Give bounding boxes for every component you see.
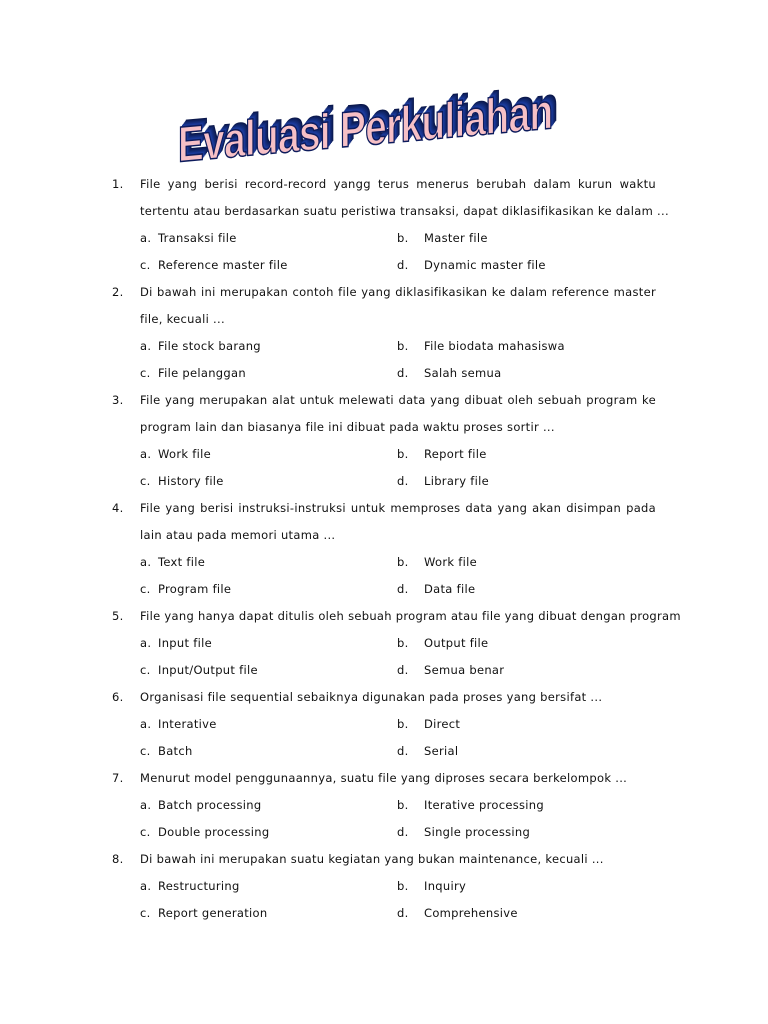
question-item: [112, 603, 681, 684]
answer-option[interactable]: [397, 900, 656, 927]
answer-options: [140, 441, 656, 495]
answer-option[interactable]: [397, 576, 656, 603]
question-number: 4.: [112, 501, 124, 515]
option-text: Report generation: [158, 906, 268, 920]
answer-option[interactable]: [140, 900, 397, 927]
question-item: [112, 171, 669, 279]
option-text: Program file: [158, 582, 232, 596]
question-item: [112, 846, 656, 927]
answer-options: [140, 549, 656, 603]
answer-option[interactable]: [140, 738, 397, 765]
option-letter: b.: [397, 231, 409, 245]
option-text: Dynamic master file: [424, 258, 546, 272]
question-text: tertentu atau berdasarkan suatu peristiwa transaksi, dapat diklasifikasikan ke dalam ...: [140, 204, 669, 218]
answer-option[interactable]: [140, 576, 397, 603]
answer-option[interactable]: [140, 657, 397, 684]
option-letter: b.: [397, 879, 409, 893]
question-item: [112, 765, 656, 846]
option-letter: d.: [397, 258, 409, 272]
option-letter: c.: [140, 825, 151, 839]
answer-option[interactable]: [140, 333, 397, 360]
question-text: lain atau pada memori utama ...: [140, 528, 336, 542]
option-text: Reference master file: [158, 258, 288, 272]
answer-option[interactable]: [397, 873, 656, 900]
option-letter: b.: [397, 798, 409, 812]
question-text: Di bawah ini merupakan suatu kegiatan yang bukan maintenance, kecuali ...: [140, 852, 604, 866]
option-text: Transaksi file: [158, 231, 237, 245]
answer-option[interactable]: [140, 225, 397, 252]
option-text: Iterative processing: [424, 798, 544, 812]
option-letter: b.: [397, 339, 409, 353]
question-text: Di bawah ini merupakan contoh file yang diklasifikasikan ke dalam reference master: [140, 285, 656, 299]
option-text: Comprehensive: [424, 906, 518, 920]
answer-option[interactable]: [397, 792, 656, 819]
question-text: File yang hanya dapat ditulis oleh sebuah program atau file yang dibuat dengan program: [140, 609, 681, 623]
option-text: Library file: [424, 474, 489, 488]
option-text: Input file: [158, 636, 212, 650]
question-number: 8.: [112, 852, 124, 866]
option-text: File stock barang: [158, 339, 261, 353]
answer-option[interactable]: [397, 630, 656, 657]
option-letter: c.: [140, 906, 151, 920]
option-text: Restructuring: [158, 879, 240, 893]
question-list: [112, 171, 681, 927]
option-letter: c.: [140, 474, 151, 488]
option-text: Direct: [424, 717, 461, 731]
option-letter: c.: [140, 582, 151, 596]
answer-options: [140, 711, 656, 765]
question-number: 7.: [112, 771, 124, 785]
option-letter: d.: [397, 366, 409, 380]
option-letter: d.: [397, 582, 409, 596]
option-text: File biodata mahasiswa: [424, 339, 565, 353]
option-text: Work file: [424, 555, 477, 569]
option-letter: d.: [397, 906, 409, 920]
answer-option[interactable]: [140, 630, 397, 657]
option-text: Serial: [424, 744, 459, 758]
option-text: Salah semua: [424, 366, 502, 380]
option-text: Single processing: [424, 825, 531, 839]
option-letter: a.: [140, 636, 152, 650]
option-letter: b.: [397, 636, 409, 650]
question-item: [112, 279, 656, 387]
answer-option[interactable]: [397, 333, 656, 360]
answer-option[interactable]: [397, 225, 656, 252]
option-letter: a.: [140, 555, 152, 569]
question-text: file, kecuali ...: [140, 312, 225, 326]
option-text: Batch: [158, 744, 193, 758]
option-text: Work file: [158, 447, 211, 461]
question-number: 3.: [112, 393, 124, 407]
question-number: 5.: [112, 609, 124, 623]
option-letter: c.: [140, 258, 151, 272]
answer-option[interactable]: [140, 873, 397, 900]
option-text: Data file: [424, 582, 476, 596]
question-item: [112, 684, 656, 765]
answer-options: [140, 333, 656, 387]
option-letter: d.: [397, 825, 409, 839]
question-item: [112, 495, 656, 603]
answer-option[interactable]: [140, 252, 397, 279]
answer-option[interactable]: [397, 441, 656, 468]
option-letter: d.: [397, 474, 409, 488]
answer-option[interactable]: [397, 819, 656, 846]
answer-options: [140, 873, 656, 927]
answer-option[interactable]: [397, 468, 656, 495]
answer-option[interactable]: [140, 441, 397, 468]
answer-options: [140, 792, 656, 846]
question-number: 1.: [112, 177, 124, 191]
answer-option[interactable]: [397, 711, 656, 738]
question-text: Organisasi file sequential sebaiknya digunakan pada proses yang bersifat ...: [140, 690, 603, 704]
page-title: Evaluasi Perkuliahan: [177, 83, 553, 173]
option-letter: a.: [140, 798, 152, 812]
option-letter: c.: [140, 366, 151, 380]
option-text: Inquiry: [424, 879, 467, 893]
wordart-title: [177, 83, 553, 173]
question-text: File yang berisi instruksi-instruksi untuk memproses data yang akan disimpan pada: [140, 501, 656, 515]
answer-options: [140, 225, 656, 279]
option-letter: b.: [397, 717, 409, 731]
option-text: File pelanggan: [158, 366, 246, 380]
answer-option[interactable]: [397, 360, 656, 387]
answer-option[interactable]: [140, 549, 397, 576]
option-letter: a.: [140, 339, 152, 353]
option-letter: d.: [397, 744, 409, 758]
option-letter: a.: [140, 447, 152, 461]
answer-option[interactable]: [140, 711, 397, 738]
option-text: Report file: [424, 447, 487, 461]
option-letter: b.: [397, 447, 409, 461]
option-letter: a.: [140, 879, 152, 893]
answer-option[interactable]: [140, 819, 397, 846]
option-text: Semua benar: [424, 663, 505, 677]
answer-option[interactable]: [140, 792, 397, 819]
option-text: Master file: [424, 231, 488, 245]
answer-option[interactable]: [397, 252, 656, 279]
answer-option[interactable]: [140, 360, 397, 387]
answer-option[interactable]: [397, 738, 656, 765]
option-letter: d.: [397, 663, 409, 677]
question-number: 6.: [112, 690, 124, 704]
answer-options: [140, 630, 656, 684]
option-text: Batch processing: [158, 798, 262, 812]
answer-option[interactable]: [140, 468, 397, 495]
question-text: program lain dan biasanya file ini dibuat pada waktu proses sortir ...: [140, 420, 555, 434]
option-text: Output file: [424, 636, 489, 650]
option-text: Double processing: [158, 825, 270, 839]
answer-option[interactable]: [397, 549, 656, 576]
answer-option[interactable]: [397, 657, 656, 684]
option-text: Input/Output file: [158, 663, 258, 677]
option-letter: a.: [140, 231, 152, 245]
option-letter: c.: [140, 663, 151, 677]
option-text: History file: [158, 474, 224, 488]
question-text: File yang berisi record-record yangg terus menerus berubah dalam kurun waktu: [140, 177, 656, 191]
option-letter: c.: [140, 744, 151, 758]
option-letter: a.: [140, 717, 152, 731]
option-text: Text file: [158, 555, 206, 569]
option-text: Interative: [158, 717, 217, 731]
question-text: File yang merupakan alat untuk melewati data yang dibuat oleh sebuah program ke: [140, 393, 656, 407]
question-text: Menurut model penggunaannya, suatu file yang diproses secara berkelompok ...: [140, 771, 628, 785]
option-letter: b.: [397, 555, 409, 569]
question-number: 2.: [112, 285, 124, 299]
question-item: [112, 387, 656, 495]
